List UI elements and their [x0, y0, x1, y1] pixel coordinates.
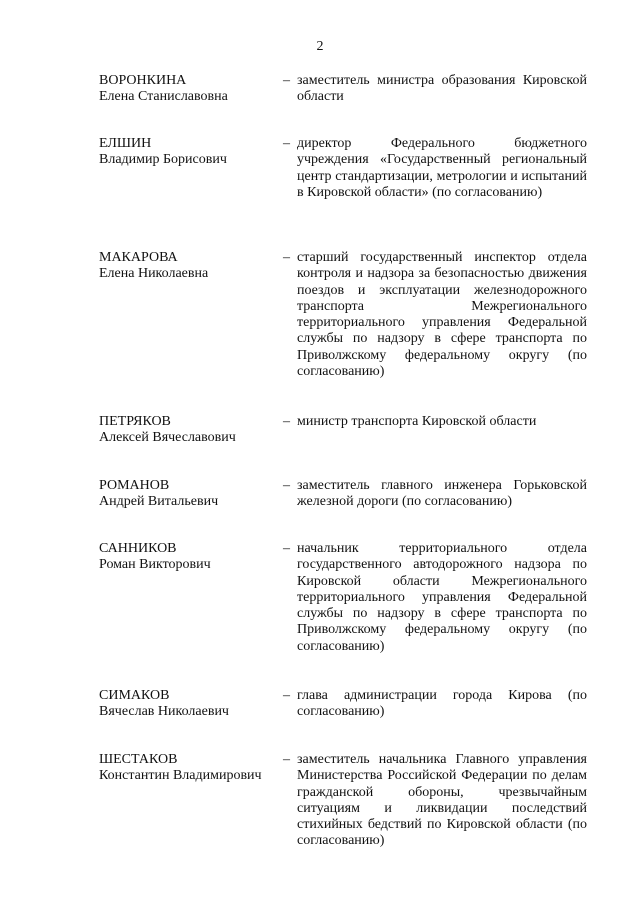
member-surname: САННИКОВ [99, 541, 177, 556]
member-name [99, 414, 284, 447]
member-given-names: Вячеслав Николаевич [99, 704, 229, 720]
dash-separator: – [283, 688, 290, 703]
member-position: заместитель начальника Главного управления Министерства Российской Федерации по делам гражданской обороны, чрезвычайным ситуациям и ликвидации последствий стихийных бедствий по Кировской области (по согласованию) [297, 752, 587, 849]
member-surname: МАКАРОВА [99, 250, 178, 265]
member-given-names: Алексей Вячеславович [99, 430, 236, 446]
member-position: министр транспорта Кировской области [297, 414, 537, 429]
member-given-names: Елена Станиславовна [99, 89, 228, 105]
member-name [99, 541, 284, 574]
member-surname: ВОРОНКИНА [99, 73, 187, 88]
member-surname: РОМАНОВ [99, 478, 170, 493]
member-surname: СИМАКОВ [99, 688, 170, 703]
page-number: 2 [316, 39, 324, 54]
member-name [99, 688, 284, 721]
member-surname: ЕЛШИН [99, 136, 152, 151]
member-name [99, 250, 284, 283]
dash-separator: – [283, 541, 290, 556]
dash-separator: – [283, 478, 290, 493]
member-position: заместитель министра образования Кировской области [297, 73, 587, 105]
member-position: заместитель главного инженера Горьковской железной дороги (по согласованию) [297, 478, 587, 510]
member-given-names: Роман Викторович [99, 557, 211, 573]
dash-separator: – [283, 73, 290, 88]
dash-separator: – [283, 136, 290, 151]
dash-separator: – [283, 250, 290, 265]
member-position: глава администрации города Кирова (по согласованию) [297, 688, 587, 720]
member-surname: ШЕСТАКОВ [99, 752, 178, 767]
member-position: старший государственный инспектор отдела контроля и надзора за безопасностью движения поездов и эксплуатации железнодорожного транспорта Межрегионального территориального управления Федеральной службы по надзору в сфере транспорта по Приволжскому федеральному округу (по согласованию) [297, 250, 587, 380]
member-name [99, 73, 284, 106]
member-given-names: Владимир Борисович [99, 152, 227, 168]
member-name [99, 478, 284, 511]
member-position: начальник территориального отдела государственного автодорожного надзора по Кировской области Межрегионального территориального управления Федеральной службы по надзору в сфере транспорта по Приволжскому федеральному округу (по согласованию) [297, 541, 587, 654]
member-given-names: Елена Николаевна [99, 266, 209, 282]
member-surname: ПЕТРЯКОВ [99, 414, 171, 429]
member-given-names: Константин Владимирович [99, 768, 262, 784]
member-position: директор Федерального бюджетного учреждения «Государственный региональный центр стандартизации, метрологии и испытаний в Кировской области» (по согласованию) [297, 136, 587, 200]
dash-separator: – [283, 752, 290, 767]
member-given-names: Андрей Витальевич [99, 494, 219, 510]
member-name [99, 136, 284, 169]
dash-separator: – [283, 414, 290, 429]
member-name [99, 752, 284, 785]
